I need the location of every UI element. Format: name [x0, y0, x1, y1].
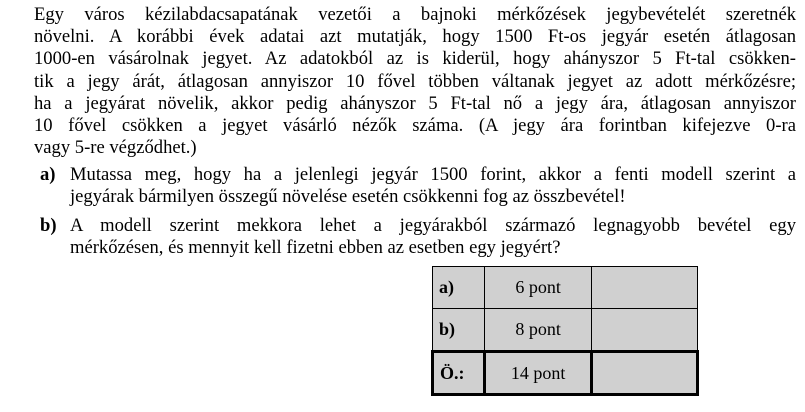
row-label: b): [433, 309, 485, 352]
task-line: Mutassa meg, hogy ha a jelenlegi jegyár 1500 forint, akkor a fenti modell szerint a: [70, 164, 796, 185]
points-table: [431, 266, 699, 396]
task-text: [70, 215, 796, 259]
score-cell[interactable]: [592, 352, 698, 395]
problem-statement: [34, 4, 796, 159]
statement-line: növelni. A korábbi évek adatai azt mutatják, hogy 1500 Ft-os jegyár esetén átlagosan: [34, 26, 796, 48]
max-points: 14 pont: [485, 352, 592, 395]
statement-line: Egy város kézilabdacsapatának vezetői a bajnoki mérkőzések jegybevételét szeretnék: [34, 4, 796, 25]
task-line: jegyárak bármilyen összegű növelése esetén csökkenni fog az összbevétel!: [70, 186, 626, 208]
task-label: b): [40, 215, 57, 236]
points-row-total: [433, 352, 698, 395]
max-points: 8 pont: [485, 309, 592, 352]
max-points: 6 pont: [485, 267, 592, 309]
statement-line: 1000-en vásárolnak jegyet. Az adatokból az is kiderül, hogy ahányszor 5 Ft-tal csökken-: [34, 48, 796, 70]
score-cell[interactable]: [592, 309, 698, 352]
row-label: a): [433, 267, 485, 309]
row-label: Ö.:: [433, 352, 485, 395]
task-line: A modell szerint mekkora lehet a jegyárakból származó legnagyobb bevétel egy: [70, 215, 796, 236]
points-row-a: [433, 267, 698, 309]
task-label: a): [40, 164, 56, 185]
statement-line: ha a jegyárat növelik, akkor pedig ahányszor 5 Ft-tal nő a jegy ára, átlagosan annyiszor: [34, 92, 796, 114]
statement-line: tik a jegy árát, átlagosan annyiszor 10 fővel többen váltanak jegyet az adott mérkőzésre;: [34, 70, 796, 92]
task-line: mérkőzésen, és mennyit kell fizetni ebben az esetben egy jegyért?: [70, 237, 561, 259]
statement-line: 10 fővel csökken a jegyet vásárló nézők száma. (A jegy ára forintban kifejezve 0-ra: [34, 115, 796, 137]
points-row-b: [433, 309, 698, 352]
task-text: [70, 164, 796, 208]
score-cell[interactable]: [592, 267, 698, 309]
statement-line: vagy 5-re végződhet.): [34, 137, 197, 159]
